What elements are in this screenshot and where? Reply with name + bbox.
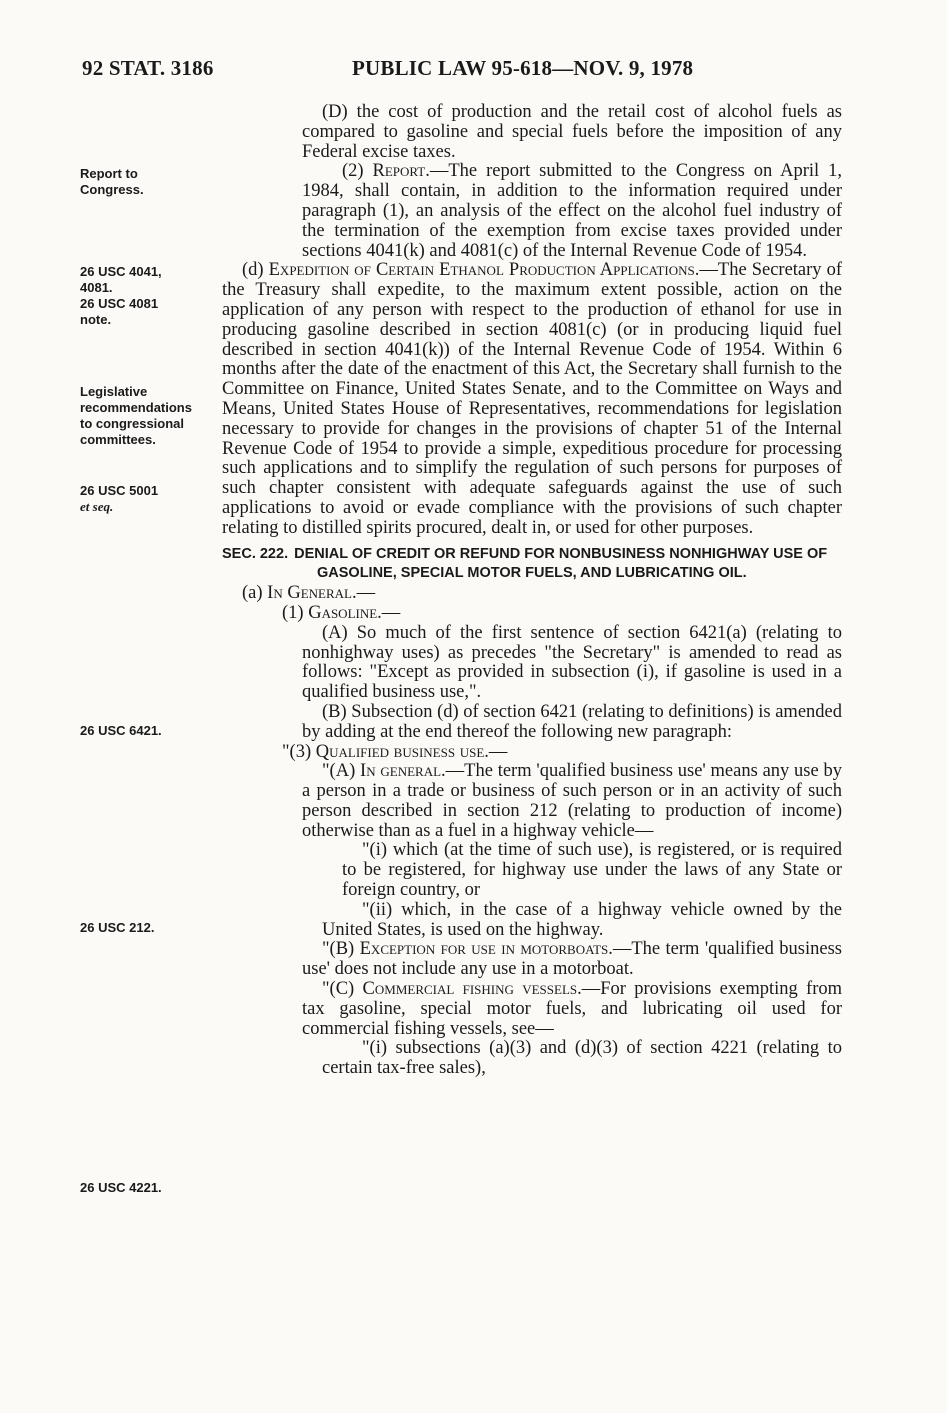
- margin-note-usc-5001: 26 USC 5001 et seq.: [80, 483, 159, 514]
- margin-note-report: Report to Congress.: [80, 166, 144, 197]
- section-222-heading: SEC. 222. DENIAL OF CREDIT OR REFUND FOR NONBUSINESS NONHIGHWAY USE OF GASOLINE, SPECIAL MOTOR FUELS, AND LUBRICATING OIL.: [222, 545, 828, 582]
- subparagraph-A-in-general: "(A) In general.—The term 'qualified business use' means any use by a person in a trade or business of such person or in an activity of such person described in section 212 (relating to production of income) otherwise than as a fuel in a highway vehicle—: [302, 761, 843, 841]
- paragraph-1-gasoline-heading: (1) Gasoline.—: [282, 602, 401, 623]
- margin-note-legislative: Legislative recommendations to congressional committees.: [80, 384, 192, 447]
- subparagraph-B-motorboats: "(B) Exception for use in motorboats.—The term 'qualified business use' does not include any use in a motorboat.: [302, 939, 843, 980]
- clause-i-registered: "(i) which (at the time of such use), is registered, or is required to be registered, for highway use under the laws of any State or foreign country, or: [342, 840, 842, 901]
- page-header-title: PUBLIC LAW 95-618—NOV. 9, 1978: [352, 56, 694, 80]
- paragraph-2-report: (2) Report.—The report submitted to the Congress on April 1, 1984, shall contain, in addition to the information required under paragraph (1), an analysis of the effect on the alcohol fuel industry of the termination of the exemption from excise taxes provided under sections 4041(k) and 4081(c) of the Internal Revenue Code of 1954.: [302, 161, 842, 261]
- subsection-a-heading: (a) In General.—: [242, 583, 376, 604]
- margin-note-usc-4041: 26 USC 4041, 4081. 26 USC 4081 note.: [80, 264, 162, 327]
- margin-note-usc-212: 26 USC 212.: [80, 920, 155, 935]
- paragraph-d-cost: (D) the cost of production and the retail cost of alcohol fuels as compared to gasoline and special fuels before the imposition of any Federal excise taxes.: [302, 102, 842, 162]
- paragraph-3-qualified-business-use-heading: "(3) Qualified business use.—: [282, 741, 508, 762]
- subparagraph-B-amendment: (B) Subsection (d) of section 6421 (relating to definitions) is amended by adding at the end thereof the following new paragraph:: [302, 701, 842, 742]
- statute-body: [222, 103, 842, 1079]
- margin-note-usc-6421: 26 USC 6421.: [80, 723, 162, 738]
- paragraph-d-expedition: (d) Expedition of Certain Ethanol Production Applications.—The Secretary of the Treasury shall expedite, to the maximum extent possible, action on the application of any person with respect to the production of ethanol for use in producing gasoline described in section 4081(c) (or in producing liquid fuel described in section 4041(k)) of the Internal Revenue Code of 1954. Within 6 months after the date of the enactment of this Act, the Secretary shall furnish to the Committee on Finance, United States Senate, and to the Committee on Ways and Means, United States House of Representatives, recommendations for legislation necessary to provide for changes in the provisions of chapter 51 of the Internal Revenue Code of 1954 to provide a simple, expeditious procedure for processing such applications and to simplify the regulation of such persons for purposes of such chapter consistent with adequate safeguards against the use of such applications to avoid or evade compliance with the provisions of such chapter relating to distilled spirits procured, dealt in, or used for other purposes.: [222, 260, 842, 538]
- margin-note-usc-4221: 26 USC 4221.: [80, 1180, 162, 1195]
- clause-ii-united-states: "(ii) which, in the case of a highway vehicle owned by the United States, is used on the highway.: [322, 899, 842, 940]
- clause-i-subsections-4221: "(i) subsections (a)(3) and (d)(3) of section 4221 (relating to certain tax-free sales),: [322, 1038, 842, 1079]
- subparagraph-C-fishing-vessels: "(C) Commercial fishing vessels.—For provisions exempting from tax gasoline, special motor fuels, and lubricating oil used for commercial fishing vessels, see—: [302, 979, 843, 1039]
- statute-page-number: 92 STAT. 3186: [82, 56, 214, 80]
- subparagraph-A-amendment: (A) So much of the first sentence of section 6421(a) (relating to nonhighway uses) as precedes "the Secretary" is amended to read as follows: "Except as provided in subsection (i), if gasoline is used in a qualified business use,".: [302, 622, 842, 703]
